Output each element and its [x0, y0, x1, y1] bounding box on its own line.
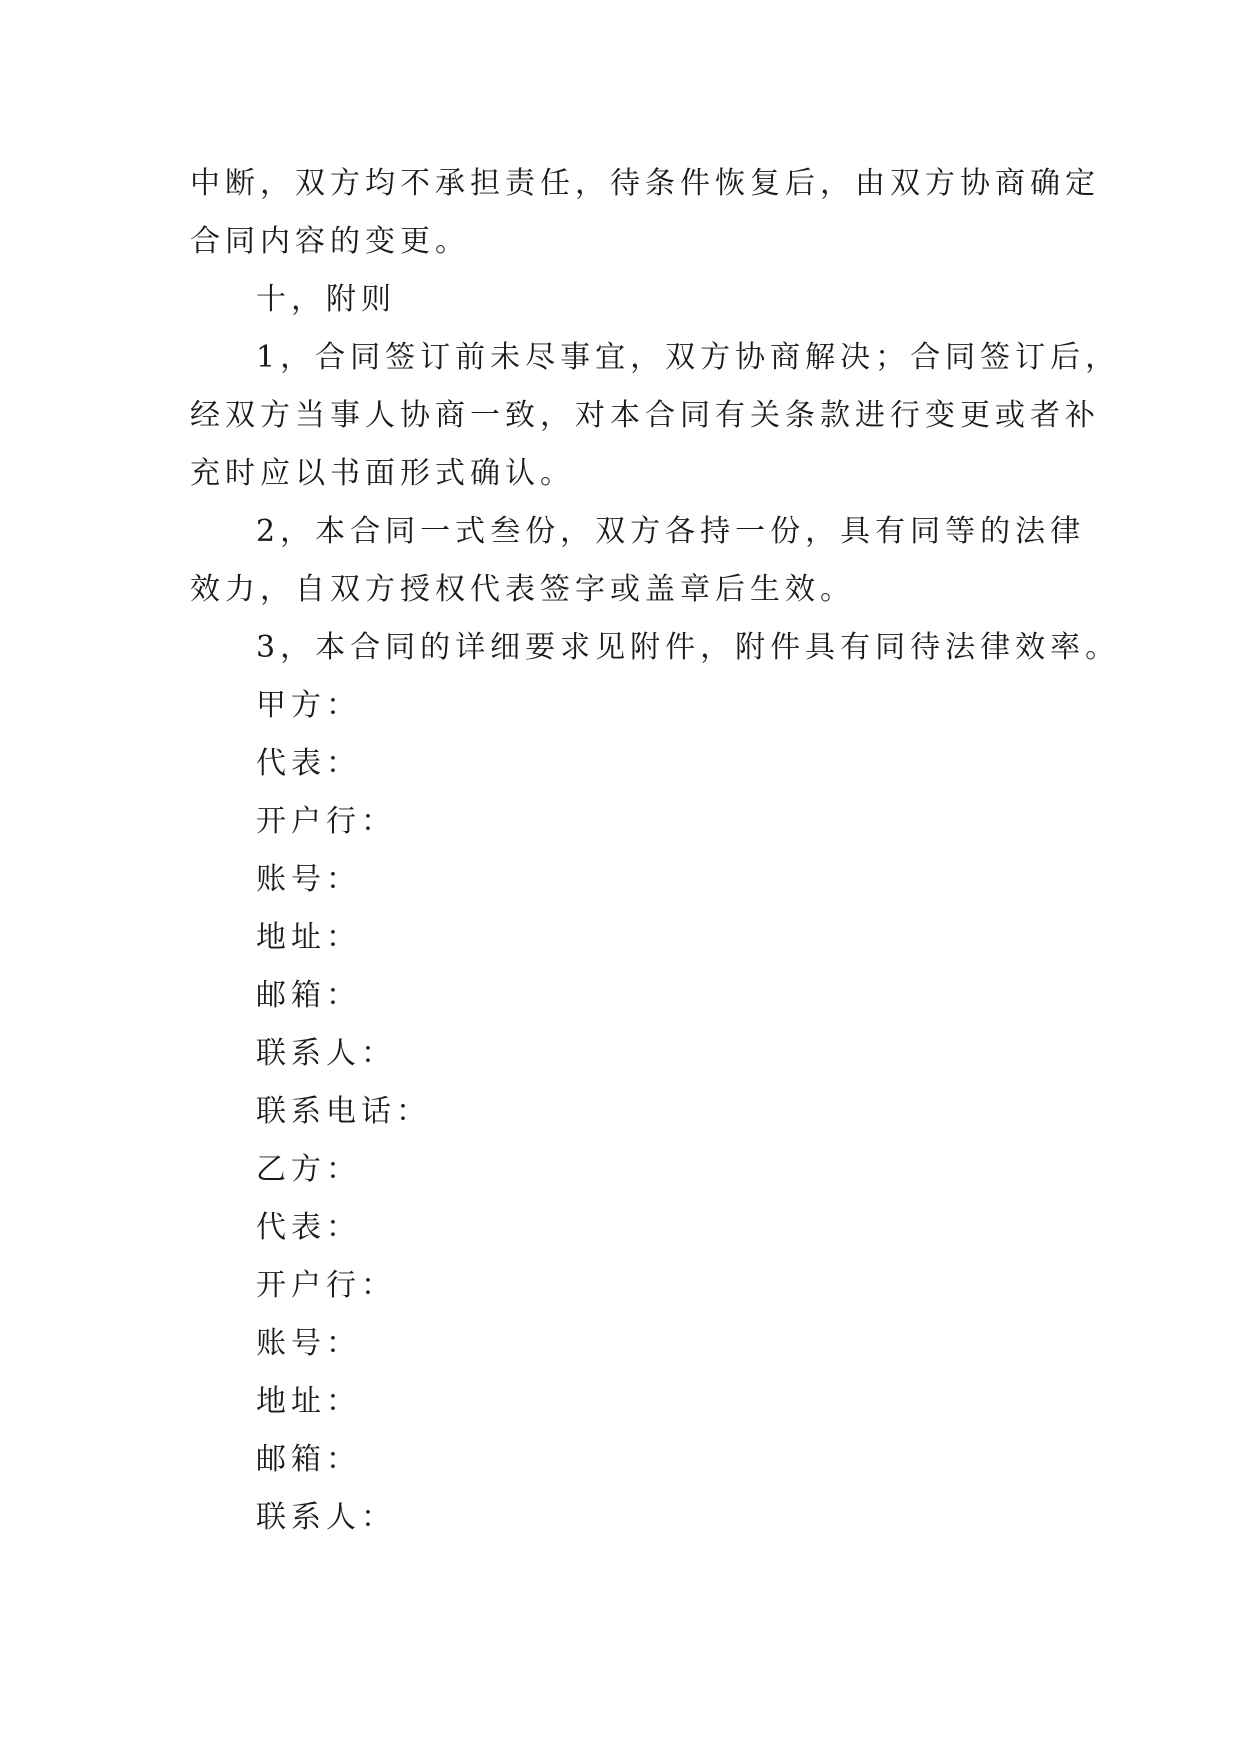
paragraph-line: 中断，双方均不承担责任，待条件恢复后，由双方协商确定	[190, 166, 1100, 201]
section-heading: 十，附则	[256, 282, 396, 317]
clause-line: 经双方当事人协商一致，对本合同有关条款进行变更或者补	[190, 398, 1100, 433]
clause-line: 3，本合同的详细要求见附件，附件具有同待法律效率。	[256, 630, 1121, 665]
party-a-field: 账号：	[256, 862, 361, 897]
party-b-field: 账号：	[256, 1326, 361, 1361]
clause-line: 1，合同签订前未尽事宜，双方协商解决；合同签订后，	[256, 340, 1121, 375]
party-b-title: 乙方：	[256, 1152, 361, 1187]
party-a-field: 代表：	[256, 746, 361, 781]
party-a-field: 联系电话：	[256, 1094, 431, 1129]
clause-line: 效力，自双方授权代表签字或盖章后生效。	[190, 572, 855, 607]
party-b-field: 开户行：	[256, 1268, 396, 1303]
party-a-field: 邮箱：	[256, 978, 361, 1013]
party-b-field: 邮箱：	[256, 1442, 361, 1477]
party-a-field: 开户行：	[256, 804, 396, 839]
party-a-title: 甲方：	[256, 688, 361, 723]
party-b-field: 联系人：	[256, 1500, 396, 1535]
paragraph-line: 合同内容的变更。	[190, 224, 470, 259]
party-a-field: 联系人：	[256, 1036, 396, 1071]
clause-line: 2，本合同一式叁份，双方各持一份，具有同等的法律	[256, 514, 1086, 549]
clause-line: 充时应以书面形式确认。	[190, 456, 575, 491]
party-a-field: 地址：	[256, 920, 361, 955]
party-b-field: 地址：	[256, 1384, 361, 1419]
party-b-field: 代表：	[256, 1210, 361, 1245]
